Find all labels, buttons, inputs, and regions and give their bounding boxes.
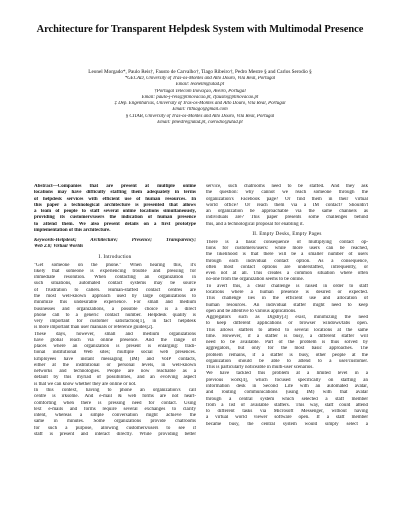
text-line: comforting when there is pressing need for contact. Using [34, 400, 196, 406]
paragraph [34, 332, 196, 388]
paragraph [206, 284, 368, 315]
text-line: In this context, having to phone an organization's call [34, 387, 196, 393]
abstract-line: of helpdesk services with efficient use of human resources. In [34, 196, 196, 202]
text-line: very important for customer satisfaction[1], in fact helpdesk [34, 319, 196, 325]
section-heading: II. Empty Desks, Empty Pages [252, 230, 322, 237]
right-column [206, 184, 368, 428]
text-line: same in minutes. Some organizations provide chatrooms [34, 419, 196, 425]
text-line: either at the institutional or personal levels, in well-known [34, 362, 196, 368]
paragraph [206, 315, 368, 371]
text-line: This challenge lies in the efficient use and allocation of [206, 296, 368, 302]
keywords-line: Keywords-Helpdesk; Architecture; Presence; Transparency; [34, 238, 196, 244]
abstract-line: Abstract—Companies that are present at multiple online [34, 184, 196, 189]
abstract-line: a team of people to staff several online locations simultaneously, [34, 209, 196, 215]
text-line: through each individual contact option. As a consequence, [206, 258, 368, 264]
text-line: minimize this undesirable experience. For small and medium [34, 300, 196, 306]
affiliation-email: Email: paulo-j-reis@ptinovacao.pt, cfausto@ptinovacao.pt [141, 94, 259, 100]
text-line: the likelihood is that there will be a smaller number of users [206, 252, 368, 258]
text-line: problem remains, if a staffer is busy, other people at the [206, 352, 368, 358]
affiliation-email: Email: leonelm@utad.pt [175, 82, 225, 88]
text-line: centre is irksome. And e-mail & web forms are not heart- [34, 394, 196, 400]
text-line: information desk in Second Life with an automated avatar, [206, 383, 368, 389]
text-line: is more important than user manuals or reference guides[2]. [34, 325, 154, 331]
text-line: "Get someone on the phone." When hearing this, it's [34, 262, 196, 268]
text-line: no-one from the organization seems to be online. [206, 277, 304, 283]
text-line: human resources. An individual staffer might need to keep [206, 302, 368, 308]
text-line: even not at all. This creates a common situation where often [206, 271, 368, 277]
abstract-line: locations may have difficulty staffing them adequately in terms [34, 190, 196, 196]
text-line: locations where a human presence is desired or expected. [206, 289, 368, 295]
text-line: phone call to a generic contact number. Helpdesk quality is [34, 312, 196, 318]
text-line: world office? Or reach them via a IM contact? Shouldn't [206, 202, 368, 208]
paragraph [206, 184, 368, 228]
text-line: We have tackled this problem at a limited level in a [206, 371, 368, 377]
affiliation-email: Email: rlthiago@gmail.com [172, 107, 228, 113]
text-line: organization should be able to attend to a user/customer. [206, 358, 368, 364]
text-line: the question: why cannot we reach someone through the [206, 190, 368, 196]
paragraph [34, 263, 196, 332]
affiliation-email: Email: pmestre@utad.pt, cserodio@utad.pt [157, 119, 243, 125]
text-line: likely that someone is experiencing trouble and pressing for [34, 268, 196, 274]
text-line: need to be available. Part of the problem is thus solved by [206, 340, 368, 346]
affiliations [20, 76, 380, 126]
text-line: Aggregators such as Digsby[3] exist, minimizing the need [206, 315, 368, 321]
text-line: service, such chatrooms need to be staffed. And they ask [206, 184, 368, 189]
abstract-line: this paper a technological architecture is presented that allows [34, 202, 196, 208]
abstract-line: providing its customers/users the indication of human presence [34, 215, 196, 221]
text-line: through a central system which selected a staff member [206, 396, 368, 402]
left-column [34, 184, 196, 438]
text-line: became busy, the central system would simply select a [206, 421, 368, 427]
text-line: aggregators, but only for the most basic approaches. The [206, 346, 368, 352]
text-line: organization's Facebook page? Or find them in their virtual [206, 196, 368, 202]
text-line: Employees have instant messaging (IM) and VoIP contacts, [34, 356, 196, 362]
text-line: This is particularly noticeable in multi-user scenarios. [206, 365, 314, 371]
affiliation-line: †Portugal Telecom Inovação, Aveiro, Portugal [154, 88, 246, 94]
text-line: often most contact options are understaffed, infrequently, or [206, 264, 368, 270]
affiliation-line: § CITAB, University of Trás-os-Montes and Alto Douro, Vila Real, Portugal [125, 113, 275, 119]
abstract-line: to attend them. We also present details on a first prototype [34, 221, 196, 227]
text-line: and routing communications (using IM) with that avatar [206, 390, 368, 396]
text-line: tional institutional Web sites; multiple social web presences. [34, 350, 196, 356]
affiliation-line: *GECAD, University of Trás-os-Montes and Alto Douro, Vila Real, Portugal [124, 76, 276, 81]
text-line: There is a basic consequence of multiplying contact op- [206, 239, 368, 245]
text-line: previous work[4], which focused specifically on staffing an [206, 377, 368, 383]
text-line: staff is present and interact directly. While providing better [34, 431, 196, 437]
paragraph [206, 240, 368, 284]
text-line: is that we can know whether they are online or not. [34, 381, 137, 387]
text-line: to keep different applications or browser windows/tabs open. [206, 321, 368, 327]
text-line: such situations, automated contact systems may be source [34, 281, 196, 287]
text-line: open and be attentive to various applications. [206, 308, 297, 314]
text-line: time. However, if a staffer is busy, a different staffer will [206, 333, 368, 339]
text-line: this, and a technological proposal for enabling it. [206, 221, 304, 227]
text-line: an organization be approachable via the same channels as [206, 209, 368, 215]
abstract-line: implementation of this architecture. [34, 227, 111, 233]
text-line: from a list of available staffers. This way, staff could attend [206, 402, 368, 408]
author-list: Leonel Morgado*, Paulo Reis†, Fausto de Carvalho†, Tiago Ribeiro†, Pedro Mestre § and Carlos Serodio § [88, 69, 312, 75]
section-heading: I. Introduction [98, 253, 132, 260]
keywords-line: Web 2.0; Virtual Worlds [34, 244, 84, 250]
abstract [34, 184, 196, 234]
text-line: To avert this, a clear challenge is raised in order to staff [206, 283, 368, 289]
text-line: of frustration to callers. Human-staffed contact centres are [34, 287, 196, 293]
text-line: individuals are? This paper presents some challenges behind [206, 215, 368, 221]
text-line: text e-mails and forms require several exchanges to clarify [34, 406, 196, 412]
text-line: default by this myriad of possibilities, and an evolving aspect [34, 375, 196, 381]
text-line: intent, whereas a simple conversation might achieve the [34, 413, 196, 419]
text-line: for such a purpose, allowing customers/users to see if [34, 425, 196, 431]
text-line: tions for customers/users: while more users can be reached, [206, 246, 368, 252]
text-line: to different tasks via Microsoft Messenger, without having [206, 409, 368, 415]
paper-title: Architecture for Transparent Helpdesk System with Multimodal Presence [36, 24, 364, 35]
text-line: immediate resolution. When contacting an organization in [34, 275, 196, 281]
text-line: places where an organization is present is enlarging: tradi- [34, 344, 196, 350]
text-line: businesses and organizations, a possible choice is a direct [34, 306, 196, 312]
text-line: have global reach via online presence. And the range of [34, 337, 196, 343]
paragraph [34, 388, 196, 438]
affiliation-line: ‡ Dep. Engenharias, University of Trás-os-Montes and Alto Douro, Vila Real, Portugal [114, 101, 286, 106]
text-line: the most well-known approach used by large organizations to [34, 293, 196, 299]
paragraph [206, 371, 368, 427]
keywords [34, 238, 196, 251]
text-line: a virtual world viewer software open. If a staff member [206, 415, 368, 421]
text-line: This allows staffers to attend to several locations at the same [206, 327, 368, 333]
text-line: networks and technologies. People are now reachable as a [34, 369, 196, 375]
text-line: These days, however, small and medium organizations [34, 331, 196, 337]
